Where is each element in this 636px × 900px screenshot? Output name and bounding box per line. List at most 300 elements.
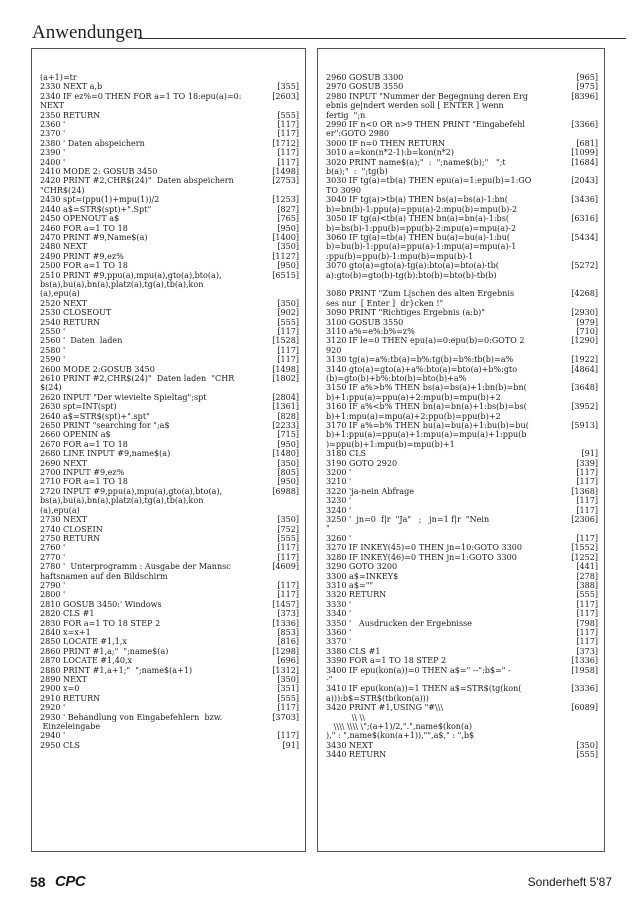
code-text: 3050 IF tg(a)<tb(a) THEN bn(a)=bn(a)-1:bs(	[326, 214, 509, 224]
checksum: [117]	[277, 590, 299, 600]
checksum: [1528]	[272, 336, 299, 346]
code-line	[326, 487, 598, 496]
code-line	[326, 82, 598, 91]
code-text: 2780 ' Unterprogramm : Ausgabe der Mannsc	[40, 562, 231, 572]
code-text: b)+1:mpu(a)=mpu(a)+2:ppu(b)=ppu(b)+2	[326, 411, 501, 421]
code-text: 3220 'ja-nein Abfrage	[326, 486, 415, 496]
checksum: [1127]	[272, 251, 299, 261]
code-line	[326, 318, 598, 327]
code-line	[40, 496, 299, 505]
code-line	[40, 111, 299, 120]
code-line	[326, 233, 598, 242]
code-line	[326, 553, 598, 562]
code-text: 2900 x=0	[40, 684, 80, 694]
code-line	[326, 186, 598, 195]
code-line	[40, 374, 299, 383]
code-line	[326, 609, 598, 618]
checksum: [1252]	[571, 552, 598, 562]
checksum: [1336]	[272, 618, 299, 628]
code-line	[326, 675, 598, 684]
checksum: [1922]	[571, 355, 598, 365]
checksum: [827]	[277, 204, 299, 214]
code-text: 3060 IF tg(a)=tb(a) THEN bu(a)=bu(a)-1:bu(	[326, 232, 511, 242]
code-text: haftsnamen auf den Bildschirm	[40, 571, 168, 581]
code-text: (a),epu(a)	[40, 289, 80, 299]
checksum: [355]	[277, 82, 299, 92]
checksum: [117]	[277, 543, 299, 553]
code-text: 3320 RETURN	[326, 590, 387, 600]
code-line	[40, 92, 299, 101]
code-line	[40, 299, 299, 308]
checksum: [1684]	[571, 157, 598, 167]
code-line	[40, 553, 299, 562]
code-line	[326, 703, 598, 712]
code-text: (a),epu(a)	[40, 505, 80, 515]
code-line	[326, 562, 598, 571]
code-text: 2930 ' Behandlung von Eingabefehlern bzw.	[40, 712, 223, 722]
code-text: 2890 NEXT	[40, 675, 88, 684]
code-text: (b)=gto(b)+b%:bto(b)=bto(b)+a%	[326, 373, 467, 383]
code-line	[326, 355, 598, 364]
checksum: [555]	[277, 533, 299, 543]
code-text: 2610 PRINT #2,CHR$(24)" Daten laden "CHR	[40, 374, 235, 383]
code-text: 2910 RETURN	[40, 693, 101, 703]
section-title: Anwendungen	[32, 22, 143, 43]
code-text: 2590 '	[40, 355, 66, 365]
code-text: 2400 '	[40, 157, 66, 167]
code-line	[40, 656, 299, 665]
checksum: [3336]	[571, 684, 598, 694]
code-text: 3040 IF tg(a)>tb(a) THEN bs(a)=bs(a)-1:bn(	[326, 195, 508, 205]
checksum: [965]	[576, 73, 598, 82]
checksum: [117]	[576, 533, 598, 543]
code-line	[326, 139, 598, 148]
checksum: [715]	[277, 430, 299, 440]
code-line	[40, 487, 299, 496]
code-line	[40, 590, 299, 599]
code-text: 2580 '	[40, 345, 66, 355]
code-line	[40, 468, 299, 477]
checksum: [117]	[277, 731, 299, 741]
code-text: 3140 gto(a)=gto(a)+a%:bto(a)=bto(a)+b%:gto	[326, 364, 518, 374]
checksum: [1457]	[272, 599, 299, 609]
code-line	[326, 421, 598, 430]
code-line	[40, 261, 299, 270]
checksum: [117]	[277, 703, 299, 713]
code-text: 2680 LINE INPUT #9,name$(a)	[40, 449, 171, 459]
code-text: $(24)	[40, 383, 62, 393]
code-text: 2350 RETURN	[40, 110, 101, 120]
checksum: [117]	[277, 345, 299, 355]
code-text: fertig ";n	[326, 110, 366, 120]
checksum: [350]	[277, 675, 299, 684]
code-text: 2840 x=x+1	[40, 627, 91, 637]
code-line	[40, 365, 299, 374]
code-line	[40, 280, 299, 289]
code-text: b(a);" : ";tg(b)	[326, 167, 388, 177]
code-text: 3240 '	[326, 505, 352, 515]
code-text: 2990 IF n<0 OR n>9 THEN PRINT "Eingabefehl	[326, 120, 525, 130]
code-line	[40, 515, 299, 524]
checksum: [555]	[576, 750, 598, 760]
code-line	[326, 299, 598, 308]
code-text: 2440 a$=STR$(spt)+".Spt"	[40, 204, 152, 214]
code-line	[40, 534, 299, 543]
code-line	[40, 224, 299, 233]
checksum: [1498]	[272, 364, 299, 374]
code-text: 3080 PRINT "Zum L|schen des alten Ergebnis	[326, 289, 515, 299]
checksum: [681]	[576, 138, 598, 148]
listing-column-left	[31, 48, 306, 852]
checksum: [1400]	[272, 232, 299, 242]
code-line	[326, 242, 598, 251]
code-line	[40, 506, 299, 515]
checksum: [91]	[581, 449, 598, 459]
code-text: 2600 MODE 2:GOSUB 3450	[40, 364, 155, 374]
code-line	[40, 722, 299, 731]
checksum: [1480]	[272, 449, 299, 459]
code-text: 3440 RETURN	[326, 750, 387, 760]
code-text: 3210 '	[326, 477, 352, 487]
code-text: 3160 IF a%<b% THEN bn(a)=bn(a)+1:bs(b)=bs(	[326, 402, 527, 412]
code-line	[326, 252, 598, 261]
code-text: )," : ",name$(kon(a+1)),"",a$," : ",b$	[326, 731, 475, 741]
code-text: 2620 INPUT "Der wievielte Spieltag";spt	[40, 392, 207, 402]
checksum: [117]	[277, 552, 299, 562]
checksum: [117]	[576, 609, 598, 619]
code-text: 3020 PRINT name$(a);" : ";name$(b);" ";t	[326, 157, 506, 167]
checksum: [441]	[576, 562, 598, 572]
code-line	[40, 214, 299, 223]
code-text: \\ \\	[326, 712, 365, 722]
code-line	[40, 73, 299, 82]
code-line	[326, 496, 598, 505]
code-line	[40, 628, 299, 637]
checksum: [805]	[277, 468, 299, 478]
checksum: [1361]	[272, 402, 299, 412]
code-line	[40, 440, 299, 449]
code-line	[326, 412, 598, 421]
code-text: 2560 ' Daten laden	[40, 336, 123, 346]
code-line	[326, 205, 598, 214]
code-line	[40, 289, 299, 298]
code-line	[40, 393, 299, 402]
code-text: 3380 CLS #1	[326, 646, 381, 656]
code-text: 3360 '	[326, 627, 352, 637]
code-text: 2510 PRINT #9,ppu(a),mpu(a),gto(a),bto(a),	[40, 270, 222, 280]
code-text: 2330 NEXT a,b	[40, 82, 103, 92]
code-text: 3260 '	[326, 533, 352, 543]
code-text: 2500 FOR a=1 TO 18	[40, 261, 128, 271]
checksum: [5913]	[571, 421, 598, 431]
checksum: [373]	[576, 646, 598, 656]
code-text: 3330 '	[326, 599, 352, 609]
code-line	[40, 562, 299, 571]
checksum: [555]	[277, 693, 299, 703]
code-line	[326, 308, 598, 317]
code-line	[40, 82, 299, 91]
checksum: [2753]	[272, 176, 299, 186]
code-line	[40, 684, 299, 693]
checksum: [91]	[282, 740, 299, 750]
checksum: [3366]	[571, 120, 598, 130]
code-text: 3430 NEXT	[326, 740, 374, 750]
checksum: [902]	[277, 308, 299, 318]
code-line	[326, 158, 598, 167]
code-line	[326, 280, 598, 289]
code-text: 2430 spt=(ppu(1)+mpu(1))/2	[40, 195, 160, 205]
code-text: 3280 IF INKEY(46)=0 THEN jn=1:GOTO 3300	[326, 552, 517, 562]
code-text: 3410 IF epu(kon(a))=1 THEN a$=STR$(tg(kon(	[326, 684, 522, 694]
code-text: 3110 a%=e%:b%=z%	[326, 326, 415, 336]
code-line	[40, 449, 299, 458]
code-line	[326, 374, 598, 383]
code-line	[326, 543, 598, 552]
checksum: [350]	[277, 515, 299, 525]
checksum: [2603]	[272, 91, 299, 101]
checksum: [828]	[277, 411, 299, 421]
checksum: [4268]	[571, 289, 598, 299]
code-text: 920	[326, 345, 342, 355]
code-text: 2630 spt=INT(spt)	[40, 402, 117, 412]
code-line	[40, 703, 299, 712]
code-text: 2420 PRINT #2,CHR$(24)" Daten abspeichern	[40, 176, 234, 186]
checksum: [555]	[576, 590, 598, 600]
code-text: 2520 NEXT	[40, 298, 88, 308]
code-text: "CHR$(24)	[40, 185, 85, 195]
code-text: 2800 '	[40, 590, 66, 600]
code-line	[326, 101, 598, 110]
code-line	[326, 261, 598, 270]
code-text: (a+1)=tr	[40, 73, 77, 82]
code-text: 2720 INPUT #9,ppu(a),mpu(a),gto(a),bto(a),	[40, 486, 223, 496]
code-line	[326, 336, 598, 345]
code-line	[326, 393, 598, 402]
code-line	[326, 73, 598, 82]
code-text: 2550 '	[40, 326, 66, 336]
code-text: Einzeleingabe	[40, 722, 101, 732]
checksum: [1802]	[272, 374, 299, 383]
code-text: 2750 RETURN	[40, 533, 101, 543]
checksum: [1253]	[272, 195, 299, 205]
checksum: [2306]	[571, 515, 598, 525]
code-line	[326, 365, 598, 374]
code-text: 3270 IF INKEY(45)=0 THEN jn=10:GOTO 3300	[326, 543, 522, 553]
header-rule	[138, 38, 626, 39]
code-text: \\\\ \\\\ \";(a+1)/2,".",name$(kon(a)	[326, 722, 473, 732]
checksum: [555]	[277, 317, 299, 327]
code-line	[40, 186, 299, 195]
listing-column-right	[317, 48, 605, 852]
code-text: 3070 gto(a)=gto(a)-tg(a):bto(a)=bto(a)-tb(	[326, 261, 499, 271]
code-text: 2340 IF ez%=0 THEN FOR a=1 TO 18:epu(a)=0:	[40, 91, 242, 101]
checksum: [816]	[277, 637, 299, 647]
code-line	[326, 572, 598, 581]
code-line	[326, 515, 598, 524]
checksum: [1958]	[571, 665, 598, 675]
code-line	[40, 647, 299, 656]
checksum: [2043]	[571, 176, 598, 186]
code-text: a):gto(b)=gto(b)-tg(b):bto(b)=bto(b)-tb(b)	[326, 270, 497, 280]
code-line	[40, 355, 299, 364]
checksum: [350]	[576, 740, 598, 750]
code-line	[40, 205, 299, 214]
checksum: [339]	[576, 458, 598, 468]
code-text: 2820 CLS #1	[40, 609, 95, 619]
code-text: b)=bn(b)-1:ppu(a)=ppu(a)-2:mpu(b)=mpu(b)-2	[326, 204, 518, 214]
code-line	[326, 195, 598, 204]
code-text: 3390 FOR a=1 TO 18 STEP 2	[326, 656, 447, 666]
page-number: 58	[30, 874, 46, 890]
code-line	[326, 430, 598, 439]
checksum: [1099]	[571, 148, 598, 158]
checksum: [6316]	[571, 214, 598, 224]
code-line	[326, 383, 598, 392]
code-text: )=ppu(b)+1:mpu(b)=mpu(b)+1	[326, 439, 455, 449]
code-line	[326, 722, 598, 731]
code-line	[326, 750, 598, 759]
code-line	[40, 619, 299, 628]
code-text: ses nur [ Enter ] dr}cken !"	[326, 298, 444, 308]
code-line	[326, 524, 598, 533]
code-text: 2480 NEXT	[40, 242, 88, 252]
checksum: [117]	[277, 129, 299, 139]
code-text: b)=bs(b)-1:ppu(b)=ppu(b)-2:mpu(a)=mpu(a)-2	[326, 223, 517, 233]
code-text: 2950 CLS	[40, 740, 81, 750]
code-text: 2670 FOR a=1 TO 18	[40, 439, 128, 449]
code-line	[40, 600, 299, 609]
code-line	[40, 167, 299, 176]
code-line	[326, 289, 598, 298]
checksum: [1552]	[571, 543, 598, 553]
code-text: "	[326, 524, 330, 534]
code-text: 2460 FOR a=1 TO 18	[40, 223, 128, 233]
code-line	[40, 101, 299, 110]
code-text: 3250 ' jn=0 f|r "Ja" ; jn=1 f|r "Nein	[326, 515, 490, 525]
code-text: 2530 CLOSEOUT	[40, 308, 112, 318]
code-text: 2450 OPENOUT a$	[40, 214, 120, 224]
code-line	[40, 525, 299, 534]
checksum: [555]	[277, 110, 299, 120]
checksum: [3648]	[571, 383, 598, 393]
checksum: [950]	[277, 223, 299, 233]
code-text: 2360 '	[40, 120, 66, 130]
checksum: [117]	[576, 477, 598, 487]
code-text: 2970 GOSUB 3550	[326, 82, 404, 92]
code-line	[40, 327, 299, 336]
code-line	[326, 214, 598, 223]
code-text: 3370 '	[326, 637, 352, 647]
code-line	[40, 271, 299, 280]
code-text: 2960 GOSUB 3300	[326, 73, 404, 82]
checksum: [950]	[277, 439, 299, 449]
code-line	[40, 195, 299, 204]
code-line	[40, 572, 299, 581]
checksum: [3952]	[571, 402, 598, 412]
code-text: 3150 IF a%>b% THEN bs(a)=bs(a)+1:bn(b)=bn(	[326, 383, 527, 393]
checksum: [117]	[576, 496, 598, 506]
code-text: 3030 IF tg(a)=tb(a) THEN epu(a)=1:epu(b)=1:GO	[326, 176, 532, 186]
code-text: b)+1:ppu(a)=ppu(a)+2:mpu(b)=mpu(b)+2	[326, 392, 501, 402]
checksum: [798]	[576, 618, 598, 628]
checksum: [752]	[277, 524, 299, 534]
code-line	[326, 506, 598, 515]
code-text: 2760 '	[40, 543, 66, 553]
code-line	[40, 543, 299, 552]
code-text: 3420 PRINT #1,USING "#\\\	[326, 703, 482, 713]
code-line	[40, 675, 299, 684]
code-line	[326, 741, 598, 750]
code-text: 2860 PRINT #1,a;" ";name$(a)	[40, 646, 169, 656]
code-text: 3120 IF le=0 THEN epu(a)=0:epu(b)=0:GOTO 2	[326, 336, 525, 346]
code-text: 2730 NEXT	[40, 515, 88, 525]
code-text: a))):b$=STR$(tb(kon(a)))	[326, 693, 429, 703]
checksum: [373]	[277, 609, 299, 619]
code-line	[326, 713, 598, 722]
code-line	[326, 666, 598, 675]
code-line	[326, 449, 598, 458]
code-line	[326, 694, 598, 703]
code-text: NEXT	[40, 101, 65, 111]
code-text: bs(a),bu(a),bn(a),platz(a),tg(a),tb(a),kon	[40, 496, 204, 506]
code-line	[40, 731, 299, 740]
code-text: 2870 LOCATE #1,40,x	[40, 656, 133, 666]
code-line	[40, 318, 299, 327]
checksum: [1290]	[571, 336, 598, 346]
code-line	[40, 148, 299, 157]
code-line	[326, 167, 598, 176]
checksum: [4864]	[571, 364, 598, 374]
checksum: [2930]	[571, 308, 598, 318]
checksum: [765]	[277, 214, 299, 224]
code-text: 2390 '	[40, 148, 66, 158]
code-line	[326, 129, 598, 138]
code-text: 2660 OPENIN a$	[40, 430, 111, 440]
code-line	[326, 440, 598, 449]
checksum: [1312]	[272, 665, 299, 675]
code-text: 3180 CLS	[326, 449, 367, 459]
code-line	[40, 336, 299, 345]
code-text: 2690 NEXT	[40, 458, 88, 468]
code-text: -"	[326, 674, 333, 684]
checksum: [975]	[576, 82, 598, 92]
code-text: 3090 PRINT "Richtiges Ergebnis (a:b)"	[326, 308, 485, 318]
checksum: [117]	[277, 148, 299, 158]
code-line	[326, 619, 598, 628]
code-text: 3340 '	[326, 609, 352, 619]
code-text: 2540 RETURN	[40, 317, 101, 327]
code-line	[326, 731, 598, 740]
code-text: 2370 '	[40, 129, 66, 139]
checksum: [853]	[277, 627, 299, 637]
code-line	[40, 129, 299, 138]
code-text: 2380 ' Daten abspeichern	[40, 138, 145, 148]
checksum: [1368]	[571, 486, 598, 496]
code-line	[40, 581, 299, 590]
checksum: [6515]	[272, 270, 299, 280]
code-line	[326, 327, 598, 336]
code-line	[326, 684, 598, 693]
code-line	[326, 628, 598, 637]
code-text: :ppu(b)=ppu(b)-1:mpu(b)=mpu(b)-1	[326, 251, 474, 261]
code-line	[326, 271, 598, 280]
code-line	[40, 252, 299, 261]
code-line	[326, 224, 598, 233]
checksum: [710]	[576, 326, 598, 336]
code-text: 2880 PRINT #1,a+1;" ";name$(a+1)	[40, 665, 193, 675]
code-text: 3290 GOTO 3200	[326, 562, 398, 572]
code-text: 2650 PRINT "searching for ";a$	[40, 421, 170, 431]
